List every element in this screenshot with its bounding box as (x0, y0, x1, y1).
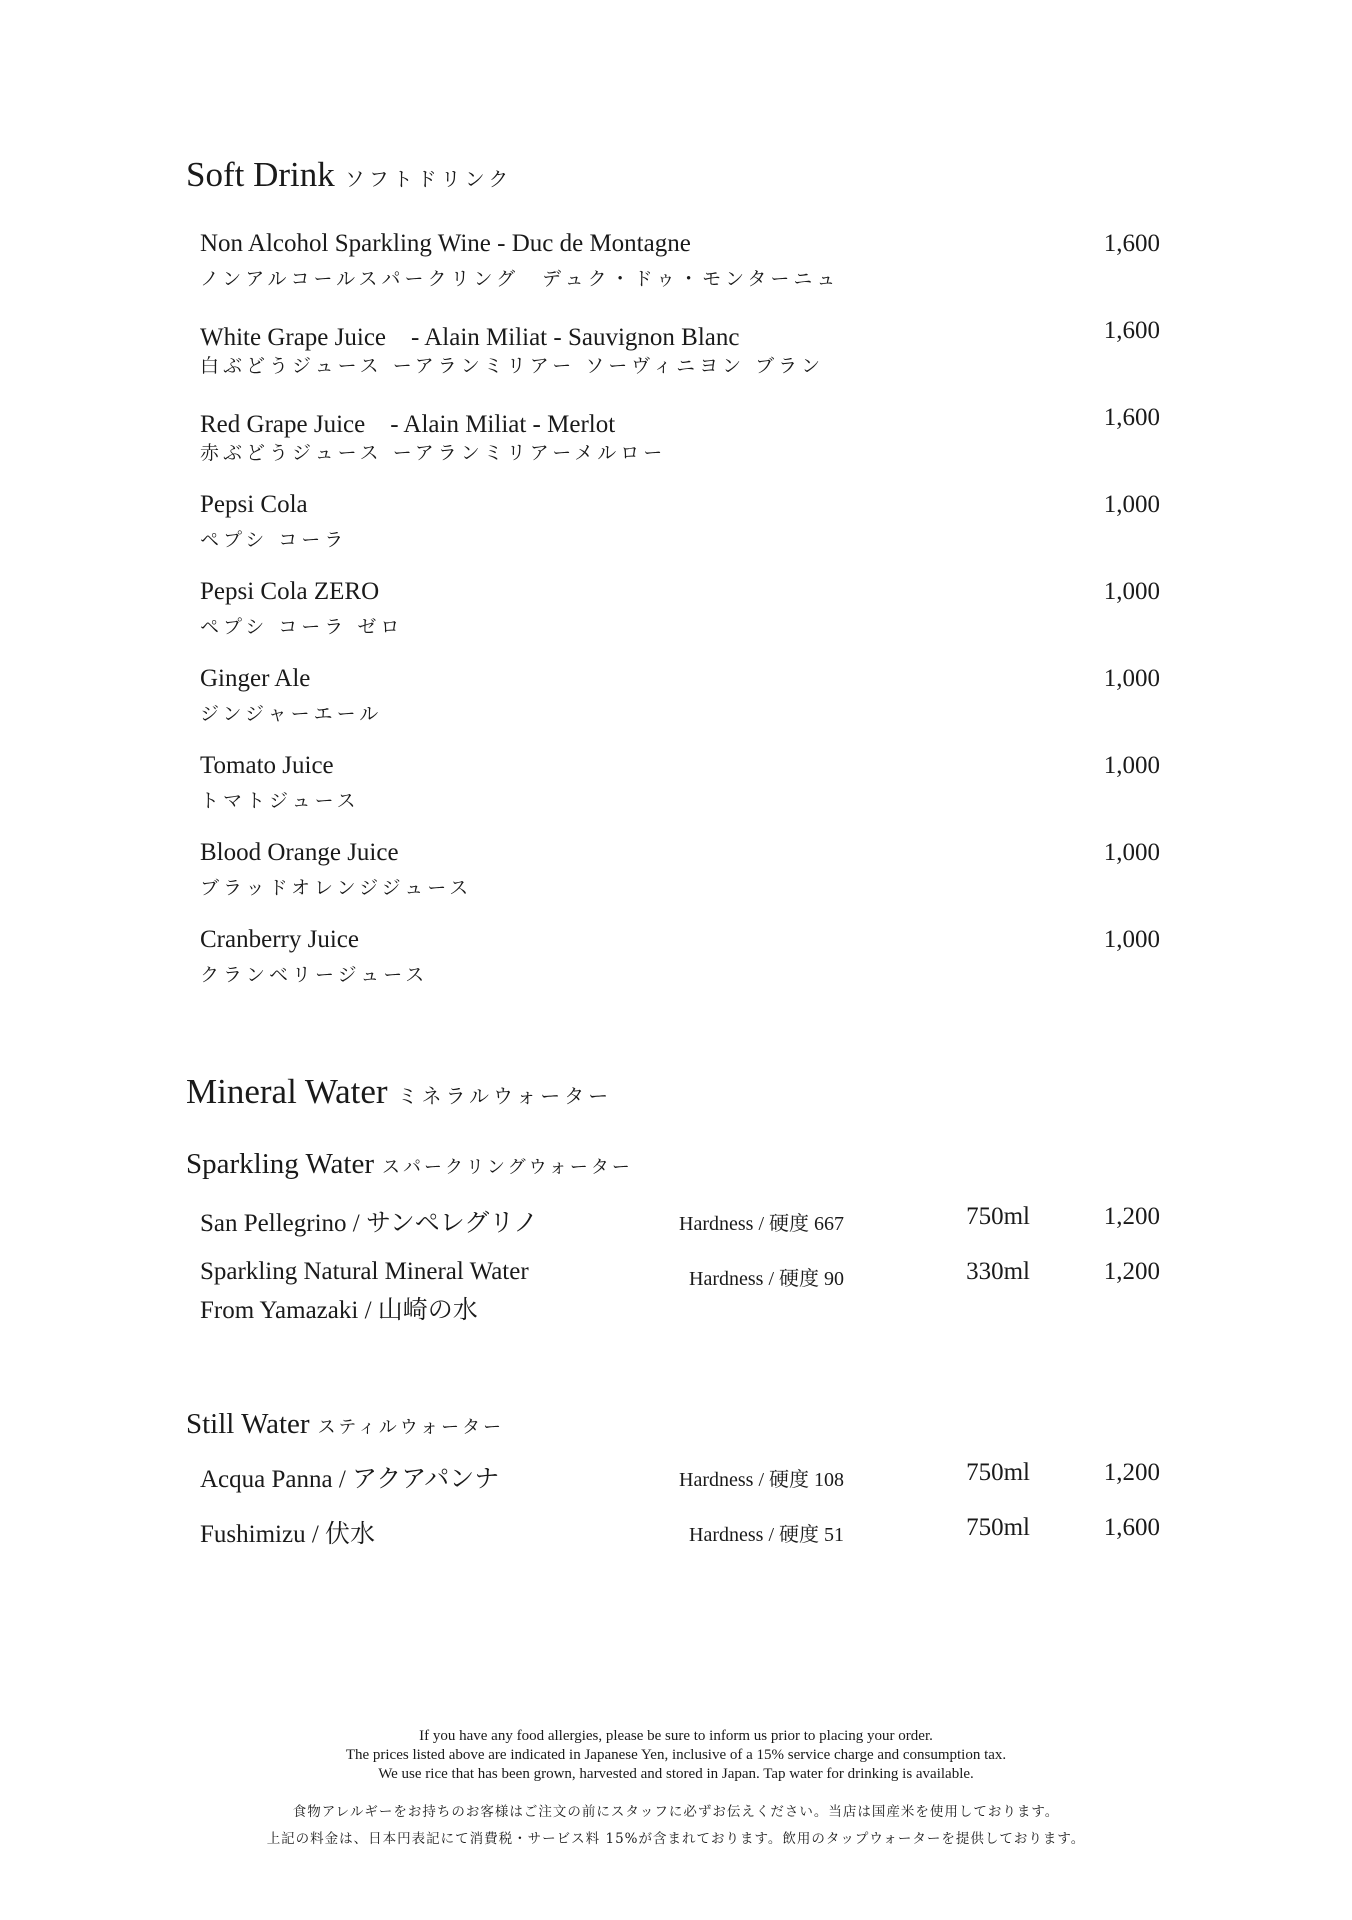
item-name: White Grape Juice - Alain Miliat - Sauvignon Blanc (200, 324, 740, 351)
water-name: Acqua Panna / アクアパンナ (200, 1466, 500, 1493)
menu-item (200, 752, 1160, 832)
menu-item (200, 578, 1160, 658)
menu-item (200, 926, 1160, 1006)
item-price: 1,000 (1103, 752, 1160, 779)
water-name: Fushimizu / 伏水 (200, 1521, 376, 1548)
item-price: 1,000 (1103, 839, 1160, 866)
item-price: 1,000 (1103, 665, 1160, 692)
soft-drink-title-ja: ソフトドリンク (344, 167, 513, 191)
footer-note-rice-water: We use rice that has been grown, harvested and stored in Japan. Tap water for drinking is available. (378, 1766, 974, 1782)
item-price: 1,600 (1103, 230, 1160, 257)
item-name-ja: ノンアルコールスパークリング デュク・ドゥ・モンターニュ (200, 268, 840, 290)
item-name: Non Alcohol Sparkling Wine - Duc de Montagne (200, 230, 691, 257)
mineral-water-title: Mineral Water (186, 1072, 388, 1111)
menu-item (200, 839, 1160, 919)
soft-drink-heading (186, 155, 512, 195)
mineral-water-heading (186, 1072, 612, 1112)
water-item (200, 1514, 1160, 1604)
water-volume: 750ml (966, 1459, 1030, 1486)
sparkling-water-title: Sparkling Water (186, 1148, 375, 1180)
soft-drink-title: Soft Drink (186, 155, 335, 194)
item-price: 1,000 (1103, 491, 1160, 518)
item-name-ja: ジンジャーエール (200, 703, 383, 725)
item-name-ja: ブラッドオレンジジュース (200, 877, 473, 899)
water-name: Sparkling Natural Mineral Water (200, 1258, 529, 1285)
water-price: 1,600 (1103, 1514, 1160, 1541)
water-name: San Pellegrino / サンペレグリノ (200, 1210, 539, 1237)
footer-note-prices: The prices listed above are indicated in Japanese Yen, inclusive of a 15% service charge and consumption tax. (345, 1747, 1007, 1763)
water-item (200, 1258, 1160, 1348)
water-volume: 750ml (966, 1203, 1030, 1230)
footer-note-ja-allergy: 食物アレルギーをお持ちのお客様はご注文の前にスタッフに必ずお伝えください。当店は国産米を使用しております。 (292, 1804, 1060, 1820)
water-hardness: Hardness / 硬度 90 (689, 1268, 844, 1290)
item-name-ja: クランベリージュース (200, 964, 429, 986)
menu-item (200, 491, 1160, 571)
water-name-line2: From Yamazaki / 山崎の水 (200, 1297, 478, 1324)
sparkling-water-heading (186, 1148, 633, 1181)
item-name-ja: 赤ぶどうジュース ーアランミリアーメルロー (200, 442, 667, 464)
item-name: Tomato Juice (200, 752, 334, 779)
item-price: 1,600 (1103, 317, 1160, 344)
water-hardness: Hardness / 硬度 667 (679, 1213, 844, 1235)
item-name-ja: 白ぶどうジュース ーアランミリアー ソーヴィニヨン ブラン (200, 355, 825, 377)
water-price: 1,200 (1103, 1203, 1160, 1230)
still-water-heading (186, 1408, 504, 1441)
item-price: 1,000 (1103, 578, 1160, 605)
menu-item (200, 317, 1160, 397)
water-volume: 750ml (966, 1514, 1030, 1541)
item-name: Red Grape Juice - Alain Miliat - Merlot (200, 411, 616, 438)
item-name: Pepsi Cola ZERO (200, 578, 380, 605)
item-name-ja: ペプシ コーラ (200, 529, 348, 551)
item-price: 1,600 (1103, 404, 1160, 431)
item-name: Ginger Ale (200, 665, 311, 692)
menu-item (200, 665, 1160, 745)
item-name: Pepsi Cola (200, 491, 308, 518)
water-price: 1,200 (1103, 1258, 1160, 1285)
item-name-ja: ペプシ コーラ ゼロ (200, 616, 404, 638)
menu-item (200, 230, 1160, 310)
mineral-water-title-ja: ミネラルウォーター (397, 1084, 613, 1108)
menu-item (200, 404, 1160, 484)
water-price: 1,200 (1103, 1459, 1160, 1486)
footer-note-ja-prices: 上記の料金は、日本円表記にて消費税・サービス料 15%が含まれております。飲用のタップウォーターを提供しております。 (266, 1831, 1086, 1847)
item-name: Blood Orange Juice (200, 839, 399, 866)
footer-note-allergy: If you have any food allergies, please be sure to inform us prior to placing your order. (419, 1728, 933, 1744)
item-name: Cranberry Juice (200, 926, 359, 953)
item-price: 1,000 (1103, 926, 1160, 953)
still-water-title-ja: スティルウォーター (317, 1417, 505, 1438)
still-water-title: Still Water (186, 1408, 310, 1440)
water-volume: 330ml (966, 1258, 1030, 1285)
item-name-ja: トマトジュース (200, 790, 360, 812)
sparkling-water-title-ja: スパークリングウォーター (382, 1157, 633, 1178)
water-hardness: Hardness / 硬度 51 (689, 1524, 844, 1546)
water-hardness: Hardness / 硬度 108 (679, 1469, 844, 1491)
